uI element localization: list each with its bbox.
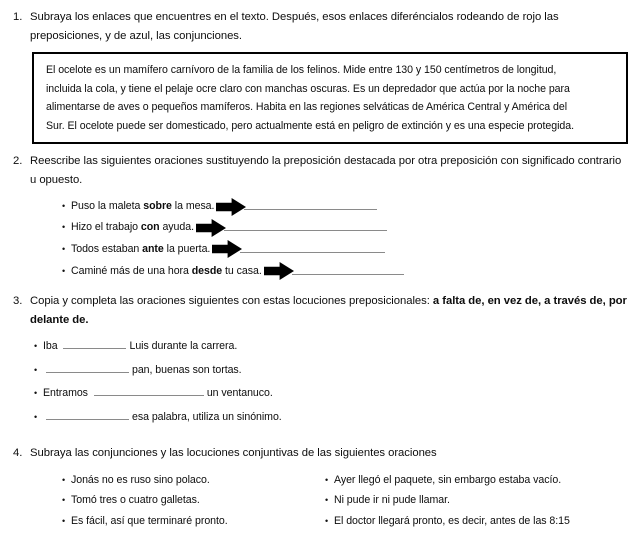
exercise-4-right-column bbox=[325, 470, 625, 532]
highlighted-preposition: sobre bbox=[143, 200, 172, 212]
reading-passage-box bbox=[32, 52, 628, 144]
passage-line: alimentarse de aves o pequeños mamíferos. Habita en las regiones selváticas de América Central y América del bbox=[46, 101, 568, 114]
exercise-3-item bbox=[34, 408, 454, 432]
exercise-4-item bbox=[62, 470, 322, 491]
bullet-marker: • bbox=[62, 243, 66, 254]
exercise-2-prompt: Reescribe las siguientes oraciones sustituyendo la preposición destacada por otra preposición con significado contrario u opuesto. bbox=[30, 155, 622, 186]
passage-line: Sur. El ocelote puede ser domesticado, pero actualmente está en peligro de extinción y es una especie protegida. bbox=[46, 119, 574, 132]
exercise-2-item-sentence: Hizo el trabajo con ayuda. bbox=[71, 221, 194, 233]
bullet-marker: • bbox=[325, 495, 329, 506]
exercise-2-number: 2. bbox=[13, 155, 23, 167]
answer-blank-line[interactable] bbox=[244, 209, 377, 210]
exercise-3-number: 3. bbox=[13, 295, 23, 307]
exercise-4-item bbox=[325, 491, 625, 512]
exercise-4-number: 4. bbox=[13, 447, 23, 459]
exercise-4-item bbox=[325, 470, 625, 491]
exercise-4-item-sentence: Ayer llegó el paquete, sin embargo estaba vacío. bbox=[334, 473, 562, 486]
exercise-3 bbox=[0, 292, 640, 329]
bullet-marker: • bbox=[62, 495, 66, 506]
bullet-marker: • bbox=[62, 474, 66, 485]
sentence-fragment-after: esa palabra, utiliza un sinónimo. bbox=[132, 410, 282, 423]
answer-blank-line[interactable] bbox=[224, 230, 387, 231]
exercise-2-item bbox=[62, 238, 532, 260]
bullet-marker: • bbox=[62, 201, 66, 211]
exercise-4 bbox=[0, 444, 640, 463]
fill-in-blank[interactable] bbox=[46, 361, 129, 373]
exercise-3-prompt-bold: a falta de, en vez de, a través de, por delante de. bbox=[30, 295, 627, 326]
highlighted-preposition: desde bbox=[191, 264, 223, 277]
answer-blank-line[interactable] bbox=[292, 274, 404, 275]
exercise-4-item bbox=[62, 491, 322, 512]
exercise-3-item bbox=[34, 384, 454, 408]
exercise-3-item-sentence bbox=[43, 361, 242, 379]
exercise-3-prompt-plain: Copia y completa las oraciones siguientes con estas locuciones preposicionales: bbox=[30, 295, 433, 307]
answer-blank-line[interactable] bbox=[240, 252, 385, 253]
exercise-3-item-sentence bbox=[43, 384, 273, 402]
passage-line: incluida la cola, y tiene el pelaje ocre claro con manchas oscuras. Es un depredador que actúa por la noche para bbox=[46, 82, 570, 95]
bullet-marker: • bbox=[34, 388, 38, 398]
highlighted-preposition: con bbox=[140, 221, 160, 233]
exercise-4-item-sentence: Tomó tres o cuatro galletas. bbox=[71, 494, 200, 507]
fill-in-blank[interactable] bbox=[94, 384, 204, 396]
exercise-3-item bbox=[34, 337, 454, 361]
highlighted-preposition: ante bbox=[142, 242, 164, 255]
exercise-3-prompt bbox=[30, 292, 640, 329]
exercise-4-header bbox=[0, 444, 640, 463]
bullet-marker: • bbox=[62, 222, 66, 232]
exercise-2 bbox=[0, 152, 640, 189]
sentence-fragment-after: Luis durante la carrera. bbox=[129, 340, 238, 352]
exercise-2-item bbox=[62, 196, 532, 217]
passage-line: El ocelote es un mamífero carnívoro de la familia de los felinos. Mide entre 130 y 150 centímetros de longitud, bbox=[46, 64, 557, 76]
bullet-marker: • bbox=[62, 265, 66, 276]
exercise-1-number: 1. bbox=[13, 11, 23, 23]
exercise-1 bbox=[0, 8, 640, 45]
exercise-3-header bbox=[0, 292, 640, 329]
exercise-2-item-sentence: Todos estaban ante la puerta. bbox=[71, 242, 211, 255]
exercise-1-header bbox=[0, 8, 640, 45]
exercise-2-item bbox=[62, 260, 532, 282]
exercise-4-prompt: Subraya las conjunciones y las locuciones conjuntivas de las siguientes oraciones bbox=[30, 447, 437, 459]
arrow-right-icon bbox=[212, 240, 242, 258]
exercise-3-sentence-list bbox=[34, 337, 454, 431]
sentence-fragment-after: un ventanuco. bbox=[206, 387, 273, 399]
exercise-4-item bbox=[62, 511, 322, 532]
exercise-3-item-sentence bbox=[43, 337, 237, 355]
arrow-right-icon bbox=[196, 219, 226, 237]
exercise-4-item-sentence: Es fácil, así que terminaré pronto. bbox=[71, 514, 228, 527]
exercise-2-item-sentence: Puso la maleta sobre la mesa. bbox=[71, 200, 215, 212]
arrow-right-icon bbox=[264, 262, 294, 280]
bullet-marker: • bbox=[34, 341, 38, 351]
exercise-1-prompt: Subraya los enlaces que encuentres en el texto. Después, esos enlaces diferéncialos rodeando de rojo las preposiciones, y de azul, las conjunciones. bbox=[30, 11, 559, 42]
exercise-4-item-sentence: Jonás no es ruso sino polaco. bbox=[71, 473, 210, 486]
bullet-marker: • bbox=[62, 515, 66, 526]
bullet-marker: • bbox=[325, 474, 329, 485]
bullet-marker: • bbox=[325, 515, 329, 526]
sentence-fragment-before: Entramos bbox=[43, 387, 91, 399]
exercise-4-left-column bbox=[62, 470, 322, 532]
exercise-4-item bbox=[325, 511, 625, 532]
bullet-marker: • bbox=[34, 364, 38, 375]
exercise-2-item bbox=[62, 217, 532, 238]
exercise-2-item-sentence: Caminé más de una hora desde tu casa. bbox=[71, 264, 262, 277]
exercise-4-item-sentence: Ni pude ir ni pude llamar. bbox=[334, 494, 450, 507]
exercise-4-item-sentence: El doctor llegará pronto, es decir, antes de las 8:15 bbox=[334, 514, 570, 527]
sentence-fragment-after: pan, buenas son tortas. bbox=[132, 363, 242, 376]
fill-in-blank[interactable] bbox=[46, 408, 129, 420]
reading-passage-text bbox=[34, 54, 626, 135]
sentence-fragment-before: Iba bbox=[43, 340, 61, 352]
bullet-marker: • bbox=[34, 411, 38, 422]
exercise-3-item bbox=[34, 361, 454, 385]
arrow-right-icon bbox=[216, 198, 246, 216]
exercise-3-item-sentence bbox=[43, 408, 282, 426]
fill-in-blank[interactable] bbox=[63, 337, 126, 349]
exercise-2-sentence-list bbox=[62, 196, 532, 282]
exercise-2-header bbox=[0, 152, 640, 189]
